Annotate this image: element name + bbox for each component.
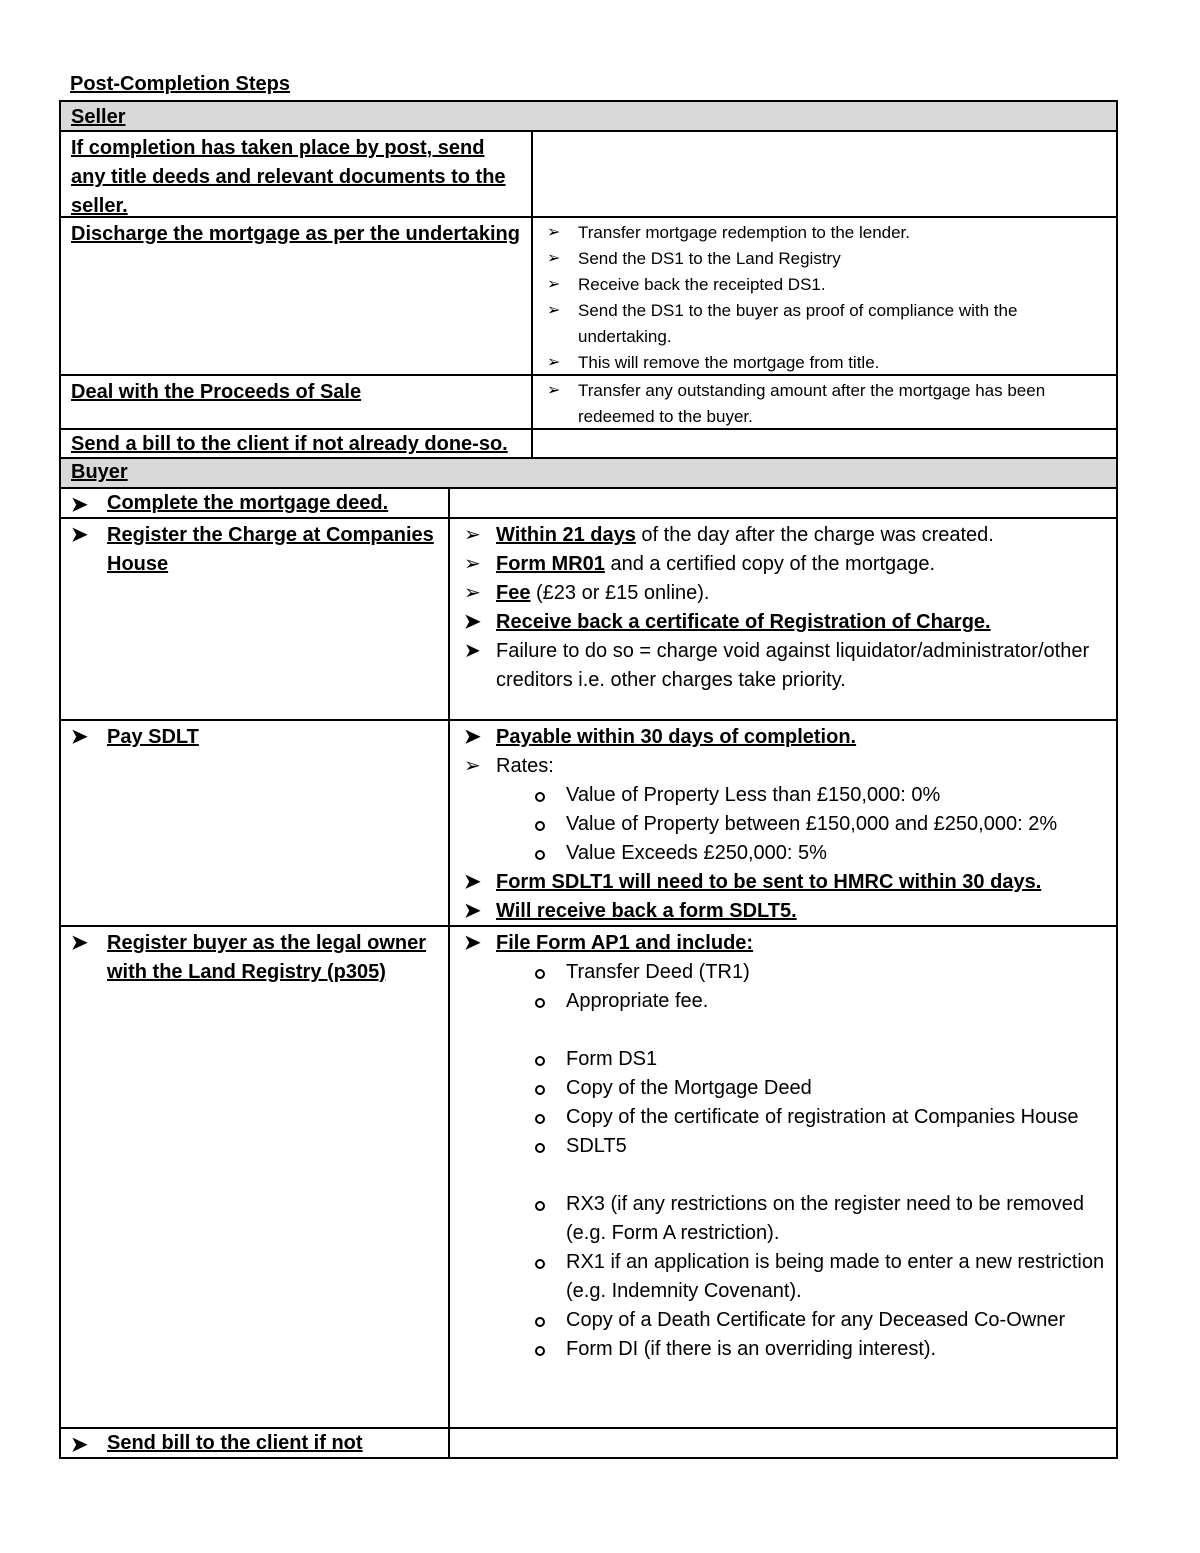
buyer-step-detail	[450, 927, 1116, 1427]
buyer-step-detail	[450, 489, 1116, 517]
detail-list	[543, 378, 1106, 430]
list-item: ➢ Form MR01 and a certified copy of the mortgage.	[460, 550, 1106, 579]
detail-list	[460, 929, 1106, 958]
list-item: Appropriate fee.	[532, 987, 1106, 1016]
list-item: ➤ Payable within 30 days of completion.	[460, 723, 1106, 752]
list-item: ➢ Receive back the receipted DS1.	[543, 272, 1106, 298]
rates-list	[460, 781, 1106, 868]
buyer-step-detail	[450, 1429, 1116, 1457]
list-item: ➤ Will receive back a form SDLT5.	[460, 897, 1106, 926]
buyer-step-send-bill	[61, 1429, 450, 1457]
list-item: ➢ Within 21 days of the day after the charge was created.	[460, 521, 1106, 550]
seller-step-title-proceeds: Deal with the Proceeds of Sale	[61, 376, 533, 428]
buyer-step-register-charge	[61, 519, 450, 719]
list-item: Value Exceeds £250,000: 5%	[532, 839, 1106, 868]
detail-list	[543, 220, 1106, 376]
buyer-step-pay-sdlt	[61, 721, 450, 925]
arrow-bullet-icon: ➤	[71, 1434, 88, 1456]
post-completion-table	[59, 100, 1118, 1459]
step-label: Register buyer as the legal owner with the Land Registry (p305)	[107, 932, 426, 983]
seller-step-title-documents: If completion has taken place by post, send any title deeds and relevant documents to the seller.	[61, 132, 533, 216]
table-row	[59, 218, 1118, 376]
detail-list	[460, 521, 1106, 695]
ap1-documents-list	[460, 958, 1106, 1364]
arrow-bullet-icon: ➤	[71, 524, 88, 546]
table-row	[59, 519, 1118, 721]
list-item: ➢ Send the DS1 to the Land Registry	[543, 246, 1106, 272]
list-item: Form DI (if there is an overriding interest).	[532, 1335, 1106, 1364]
table-row	[59, 376, 1118, 430]
list-item: ➤ Failure to do so = charge void against liquidator/administrator/other creditors i.e. other charges take priority.	[460, 637, 1106, 695]
buyer-step-register-owner	[61, 927, 450, 1427]
seller-header: Seller	[71, 106, 126, 128]
detail-list	[460, 868, 1106, 926]
buyer-header-row	[59, 459, 1118, 489]
list-item: ➢ Send the DS1 to the buyer as proof of compliance with the undertaking.	[543, 298, 1106, 350]
arrow-bullet-icon: ➤	[71, 726, 88, 748]
list-item: ➢ Fee (£23 or £15 online).	[460, 579, 1106, 608]
step-label: Pay SDLT	[107, 726, 199, 748]
list-item: ➢ Rates:	[460, 752, 1106, 781]
list-item: SDLT5	[532, 1132, 1106, 1161]
table-row	[59, 132, 1118, 218]
seller-step-detail	[533, 218, 1116, 374]
list-item: Value of Property between £150,000 and £250,000: 2%	[532, 810, 1106, 839]
list-item: ➤ Receive back a certificate of Registration of Charge.	[460, 608, 1106, 637]
list-item: Form DS1	[532, 1045, 1106, 1074]
buyer-step-detail	[450, 519, 1116, 719]
page-title: Post-Completion Steps	[70, 73, 291, 95]
detail-list	[460, 723, 1106, 781]
step-label: Complete the mortgage deed.	[107, 492, 389, 514]
table-row	[59, 1429, 1118, 1459]
seller-step-detail	[533, 376, 1116, 428]
buyer-step-detail	[450, 721, 1116, 925]
seller-step-detail	[533, 430, 1116, 457]
list-item: ➤ File Form AP1 and include:	[460, 929, 1106, 958]
step-label: Register the Charge at Companies House	[107, 524, 434, 575]
table-row	[59, 721, 1118, 927]
list-item: Value of Property Less than £150,000: 0%	[532, 781, 1106, 810]
list-item: Copy of the certificate of registration at Companies House	[532, 1103, 1106, 1132]
list-item: ➢ Transfer mortgage redemption to the lender.	[543, 220, 1106, 246]
arrow-bullet-icon: ➤	[71, 494, 88, 516]
list-item: Transfer Deed (TR1)	[532, 958, 1106, 987]
table-row	[59, 927, 1118, 1429]
list-item: ➢ This will remove the mortgage from title.	[543, 350, 1106, 376]
buyer-header: Buyer	[71, 461, 128, 483]
list-item: RX3 (if any restrictions on the register need to be removed (e.g. Form A restriction).	[532, 1190, 1106, 1248]
table-row	[59, 489, 1118, 519]
list-item: ➤ Form SDLT1 will need to be sent to HMRC within 30 days.	[460, 868, 1106, 897]
step-label: Send bill to the client if not	[107, 1432, 363, 1454]
buyer-step-mortgage-deed	[61, 489, 450, 517]
seller-step-detail	[533, 132, 1116, 216]
arrow-bullet-icon: ➤	[71, 932, 88, 954]
seller-step-title-bill: Send a bill to the client if not already done-so.	[61, 430, 533, 457]
table-row	[59, 430, 1118, 459]
seller-header-row	[59, 100, 1118, 132]
list-item: Copy of the Mortgage Deed	[532, 1074, 1106, 1103]
list-item: RX1 if an application is being made to enter a new restriction (e.g. Indemnity Covenant).	[532, 1248, 1106, 1306]
seller-step-title-mortgage: Discharge the mortgage as per the undertaking	[61, 218, 533, 374]
list-item: ➢ Transfer any outstanding amount after the mortgage has been redeemed to the buyer.	[543, 378, 1106, 430]
list-item: Copy of a Death Certificate for any Deceased Co-Owner	[532, 1306, 1106, 1335]
